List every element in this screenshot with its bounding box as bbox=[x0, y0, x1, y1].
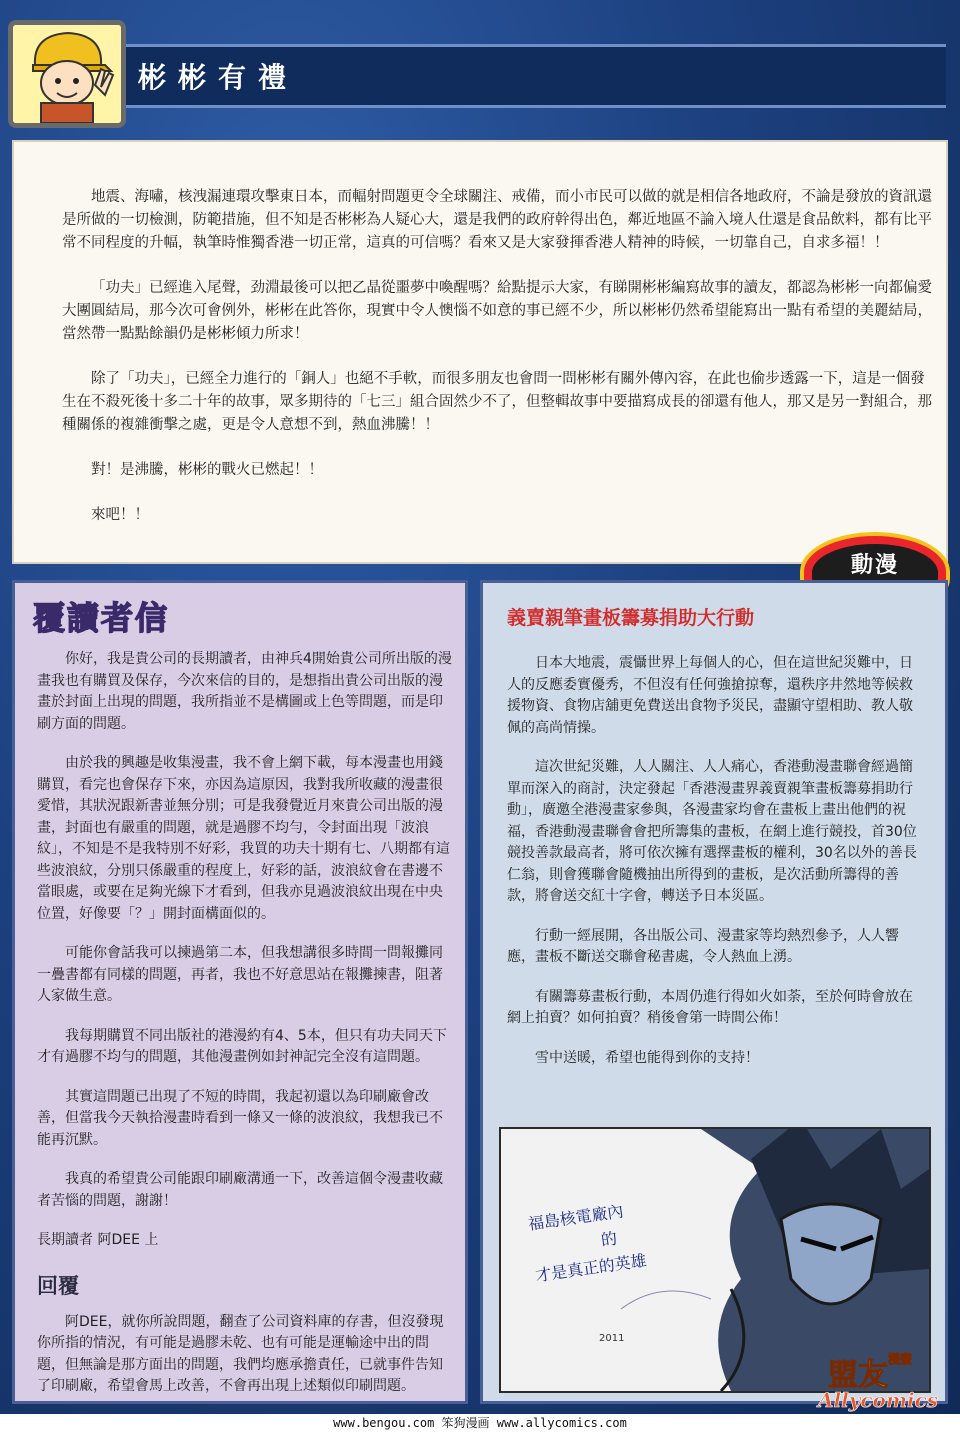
letter-signoff: 長期讀者 阿DEE 上 bbox=[37, 1232, 159, 1248]
letter-paragraph: 由於我的興趣是收集漫畫，我不會上網下載，每本漫畫也用錢購買，看完也會保存下來，亦因為這原因，我對我所收藏的漫畫很愛惜，其狀況跟新書並無分別；可是我發覺近月來貴公司出版的漫畫，封面也有嚴重的問題，就是過膠不均勻，令封面出現「波浪紋」，不知是不是我特別不好彩，我買的功夫十期有七、八期都有這些波浪紋，分別只係嚴重的程度上，好彩的話，波浪紋會在書邊不當眼處，或要在足夠光線下才看到，但我亦見過波浪紋出現在中央位置，好像要「？」開封面構面似的。 bbox=[37, 755, 450, 922]
charity-body bbox=[507, 653, 925, 1087]
editorial-paragraph: 對！是沸騰，彬彬的戰火已燃起！！ bbox=[91, 462, 323, 478]
publisher-logo-sub: Allycomics bbox=[818, 1388, 939, 1412]
letter-paragraph: 我每期購買不同出版社的港漫約有4、5本，但只有功夫同天下才有過膠不均勻的問題，其他漫畫例如封神記完全沒有這問題。 bbox=[37, 1027, 447, 1065]
letter-paragraph: 你好，我是貴公司的長期讀者，由神兵4開始貴公司所出版的漫畫我也有購買及保存，今次來信的目的，是想指出貴公司出版的漫畫於封面上出現的問題，我所指並不是構圖或上色等問題，而是印刷方面的問題。 bbox=[37, 651, 452, 732]
editorial-paragraph: 來吧！！ bbox=[91, 507, 149, 523]
charity-panel bbox=[480, 580, 948, 1404]
logo-side-text: 漫畫 bbox=[888, 1352, 913, 1366]
editorial-paragraph: 地震、海嘯，核洩漏連環攻擊東日本，而輻射問題更令全球關注、戒備，而小市民可以做的就是相信各地政府，不論是發放的資訊還是所做的一切檢測，防範措施，但不知是否彬彬為人疑心大，還是我們的政府幹得出色，鄰近地區不論入境人仕還是食品飲料，都有比平常不同程度的升幅，執筆時惟獨香港一切正常，這真的可信嗎？看來又是大家發揮香港人精神的時候，一切靠自己，自求多福！！ bbox=[62, 189, 932, 251]
page-title: 彬彬有禮 bbox=[138, 61, 299, 94]
author-avatar bbox=[8, 20, 126, 128]
editorial-panel bbox=[12, 140, 948, 564]
editorial-paragraph: 「功夫」已經進入尾聲，劲淵最後可以把乙晶從噩夢中喚醒嗎？給點提示大家，有睇開彬彬編寫故事的讀友，都認為彬彬一向都偏愛大團圓結局，那今次可會例外，彬彬在此答你，現實中令人懊惱不如意的事已經不少，所以彬彬仍然希望能寫出一點有希望的美麗結局，當然帶一點點餘韻仍是彬彬傾力所求！ bbox=[62, 280, 932, 342]
reply-paragraph: 阿DEE，就你所說問題，翻查了公司資料庫的存書，但沒發現你所指的情況，有可能是過膠未乾、也有可能是運輸途中出的問題，但無論是那方面出的問題，我們均應承擔責任，已就事件告知了印刷廠，希望會馬上改善，不會再出現上述類似印刷問題。 bbox=[37, 1313, 444, 1394]
editorial-paragraph: 除了「功夫」，已經全力進行的「銅人」也絕不手軟，而很多朋友也會問一問彬彬有關外傳內容，在此也偷步透露一下，這是一個發生在不殺死後十多二十年的故事，眾多期待的「七三」組合固然少不了，但整輯故事中要描寫成長的卻還有他人，那又是另一對組合，那種關係的複雜衝擊之處，更是令人意想不到，熱血沸騰！！ bbox=[62, 371, 932, 433]
charity-paragraph: 這次世紀災難，人人關注、人人痛心，香港動漫畫聯會經過簡單而深入的商討，決定發起「香港漫畫界義賣親筆畫板籌募捐助行動」，廣邀全港漫畫家參與，各漫畫家均會在畫板上畫出他們的祝福，香港動漫畫聯會會把所籌集的畫板，在網上進行競投，首30位競投善款最高者，將可依次擁有選擇畫板的權利，30名以外的善長仁翁，則會獲聯會隨機抽出所得到的畫板，是次活動所籌得的善款，將會送交紅十字會，轉送予日本災區。 bbox=[507, 759, 917, 904]
artwork-year: 2011 bbox=[599, 1333, 625, 1344]
letters-title: 覆讀者信 bbox=[33, 599, 170, 637]
badge-line-1: 動漫 bbox=[850, 552, 899, 578]
artwork-caption: 福島核電廠內 的 才是真正的英雄 bbox=[526, 1201, 648, 1286]
charity-paragraph: 行動一經展開，各出版公司、漫畫家等均熱烈參予，人人響應，畫板不斷送交聯會秘書處，令人熱血上湧。 bbox=[507, 927, 899, 965]
editorial-text bbox=[62, 186, 932, 549]
letter-paragraph: 其實這問題已出現了不短的時間，我起初還以為印刷廠會改善，但當我今天執拾漫畫時看到一條又一條的波浪紋，我想我已不能再沉默。 bbox=[37, 1088, 443, 1148]
letters-body bbox=[37, 649, 453, 1416]
charity-paragraph: 雪中送暖，希望也能得到你的支持！ bbox=[535, 1049, 759, 1066]
cartoon-boy-icon bbox=[13, 25, 121, 123]
footer-watermark: www.bengou.com 笨狗漫画 www.allycomics.com bbox=[0, 1414, 960, 1432]
charity-paragraph: 有關籌募畫板行動，本周仍進行得如火如荼，至於何時會放在網上拍賣？如何拍賣？稍後會第一時間公佈！ bbox=[507, 988, 913, 1026]
reader-letters-panel bbox=[12, 580, 468, 1404]
charity-paragraph: 日本大地震，震懾世界上每個人的心，但在這世紀災難中，日人的反應委實優秀，不但沒有任何強搶掠奪，還秩序井然地等候救援物資、食物店舖更免費送出食物予災民，盡顯守望相助、教人敬佩的高尚情操。 bbox=[507, 655, 913, 736]
logo-main-text: 盟友 bbox=[828, 1358, 888, 1393]
letter-paragraph: 可能你會話我可以揀過第二本，但我想講很多時間一問報攤同一疊書都有同樣的問題，再者，我也不好意思站在報攤揀書，阻著人家做生意。 bbox=[37, 945, 443, 1004]
letter-paragraph: 我真的希望貴公司能跟印刷廠溝通一下，改善這個令漫畫收藏者苦惱的問題，謝謝！ bbox=[37, 1171, 443, 1209]
reply-title: 回覆 bbox=[37, 1272, 79, 1298]
charity-title: 義賣親筆畫板籌募捐助大行動 bbox=[507, 607, 755, 629]
